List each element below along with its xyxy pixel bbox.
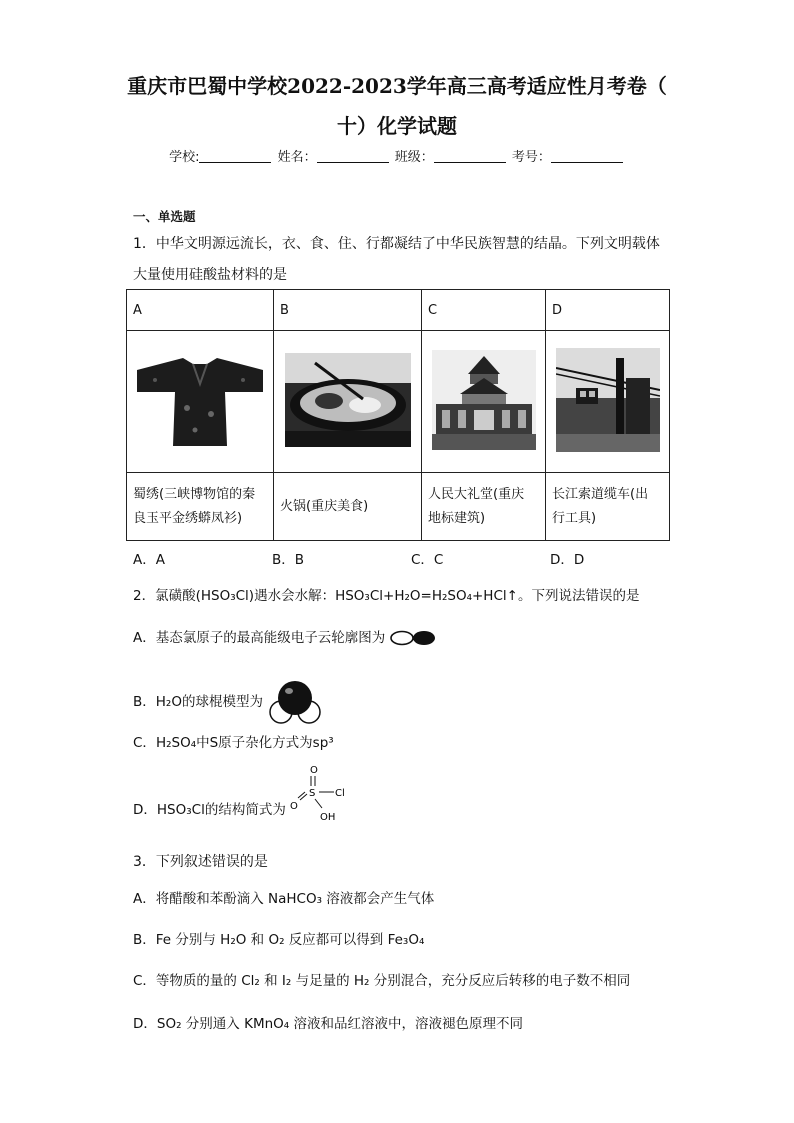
section-heading: 一、单选题 — [133, 209, 196, 224]
table-header-a: A — [127, 290, 274, 331]
struct-cl: Cl — [335, 788, 345, 799]
q1-options-table — [126, 289, 670, 541]
q1-choice-a[interactable]: A．A — [133, 552, 165, 568]
p-orbital-dumbbell-icon — [390, 628, 436, 648]
q3-option-d[interactable]: D．SO₂ 分别通入 KMnO₄ 溶液和品红溶液中，溶液褪色原理不同 — [133, 1016, 523, 1032]
q1-choice-d[interactable]: D．D — [550, 552, 585, 568]
great-hall-photo — [432, 350, 536, 450]
q3-text: 3．下列叙述错误的是 — [133, 854, 268, 870]
caption-d: 长江索道缆车(出 行工具) — [546, 473, 670, 541]
embroidered-robe-photo — [135, 350, 265, 450]
exam-no-field[interactable] — [551, 149, 623, 163]
hso3cl-structure-diagram — [290, 762, 352, 828]
cable-car-photo — [556, 348, 660, 452]
q2-option-b[interactable]: B．H₂O的球棍模型为 — [133, 678, 323, 726]
struct-oh: OH — [320, 812, 336, 823]
q1-choice-c[interactable]: C．C — [411, 552, 444, 568]
q3-option-a[interactable]: A．将醋酸和苯酚滴入 NaHCO₃ 溶液都会产生气体 — [133, 891, 435, 907]
robe-photo-cell — [127, 331, 274, 473]
q1-choices — [133, 548, 689, 568]
exam-title-line2: 十）化学试题 — [337, 114, 457, 138]
q2-option-a[interactable]: A．基态氯原子的最高能级电子云轮廓图为 — [133, 626, 436, 648]
table-header-c: C — [422, 290, 546, 331]
school-field[interactable] — [199, 149, 271, 163]
q3-option-b[interactable]: B．Fe 分别与 H₂O 和 O₂ 反应都可以得到 Fe₃O₄ — [133, 932, 425, 948]
class-label: 班级： — [394, 150, 434, 165]
exam-title-line1: 重庆市巴蜀中学校2022-2023学年高三高考适应性月考卷（ — [127, 74, 667, 98]
class-field[interactable] — [434, 149, 506, 163]
school-label: 学校: — [169, 150, 200, 165]
q2-option-c[interactable]: C．H₂SO₄中S原子杂化方式为sp³ — [133, 735, 334, 751]
caption-a: 蜀绣(三峡博物馆的秦 良玉平金绣蟒凤衫) — [127, 473, 274, 541]
struct-o-top: O — [310, 765, 319, 776]
great-hall-photo-cell — [422, 331, 546, 473]
q1-choice-b[interactable]: B．B — [272, 552, 305, 568]
caption-c: 人民大礼堂(重庆 地标建筑) — [422, 473, 546, 541]
exam-no-label: 考号： — [511, 150, 551, 165]
struct-s: S — [309, 788, 316, 799]
student-info-row — [0, 146, 794, 165]
q2-text: 2．氯磺酸(HSO₃Cl)遇水会水解：HSO₃Cl+H₂O=H₂SO₄+HCl↑。下列说法错误的是 — [133, 588, 640, 604]
q3-option-c[interactable]: C．等物质的量的 Cl₂ 和 I₂ 与足量的 H₂ 分别混合，充分反应后转移的电子数不相同 — [133, 973, 631, 989]
struct-o-left: O — [290, 801, 299, 812]
q1-text-line2: 大量使用硅酸盐材料的是 — [133, 267, 287, 283]
name-label: 姓名： — [277, 150, 317, 165]
caption-b: 火锅(重庆美食) — [274, 473, 422, 541]
q2-formula: (HSO₃Cl) — [195, 588, 255, 604]
water-ball-model-icon — [267, 678, 323, 726]
table-header-d: D — [546, 290, 670, 331]
hotpot-photo-cell — [274, 331, 422, 473]
q2-equation: HSO₃Cl+H₂O=H₂SO₄+HCl↑ — [335, 588, 518, 604]
q2-option-d[interactable]: D．HSO₃Cl的结构简式为 O S Cl O OH — [133, 792, 352, 828]
name-field[interactable] — [317, 149, 389, 163]
cable-car-photo-cell — [546, 331, 670, 473]
q1-text-line1: 1．中华文明源远流长，衣、食、住、行都凝结了中华民族智慧的结晶。下列文明载体 — [133, 236, 660, 252]
hotpot-photo — [285, 353, 411, 447]
table-header-b: B — [274, 290, 422, 331]
